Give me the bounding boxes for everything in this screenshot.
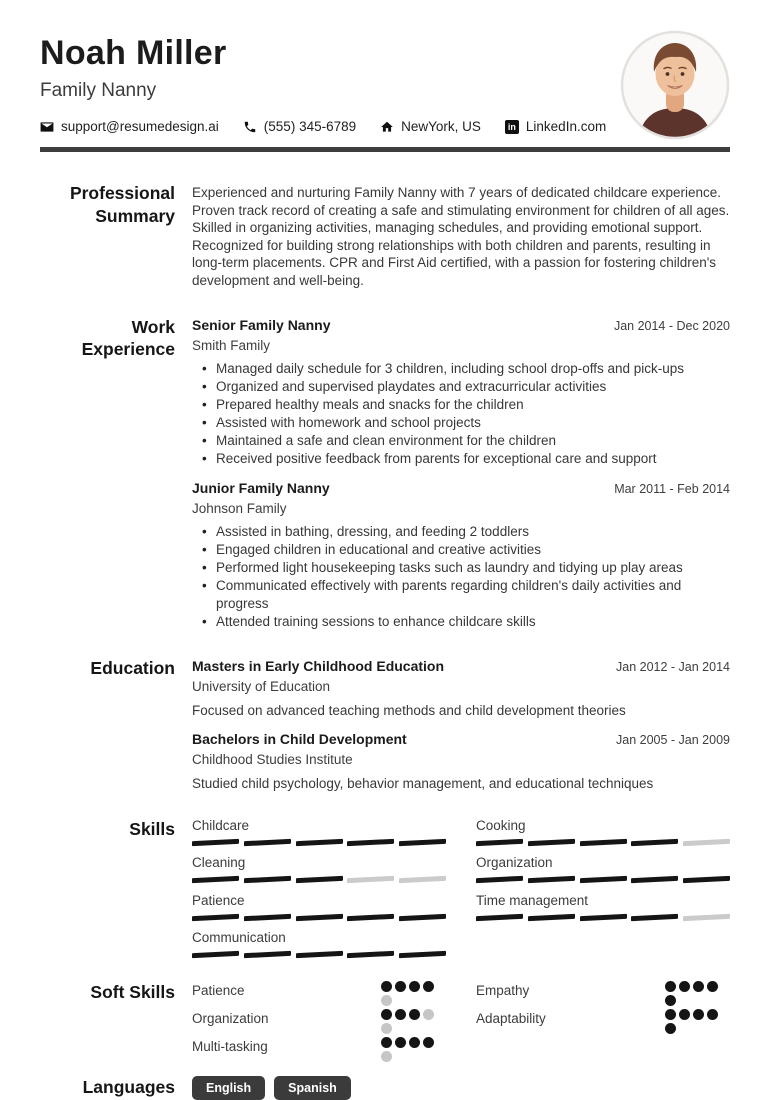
- avatar: [620, 30, 730, 140]
- skill-bar-segment: [192, 876, 239, 883]
- soft-skill-dot: [707, 1009, 718, 1020]
- section-languages: [40, 1076, 730, 1100]
- skill-level-bar: [192, 877, 446, 882]
- language-pill: Spanish: [274, 1076, 351, 1100]
- skill-bar-segment: [244, 838, 291, 845]
- degree-title: Bachelors in Child Development: [192, 730, 407, 747]
- bullet-item: • Engaged children in educational and creative activities: [192, 541, 730, 559]
- skill-bar-segment: [244, 951, 291, 958]
- soft-skill-dot: [409, 1009, 420, 1020]
- skill-item: [192, 818, 446, 845]
- soft-skill-row: [192, 1037, 446, 1062]
- job-entry: [192, 316, 730, 468]
- job-bullets: [192, 523, 730, 631]
- contact-text: LinkedIn.com: [525, 119, 607, 135]
- skill-item: [476, 818, 730, 845]
- job-head: [192, 316, 730, 334]
- bullet-item: • Performed light housekeeping tasks such as laundry and tidying up play areas: [192, 559, 730, 577]
- skill-bar-segment: [631, 913, 678, 920]
- soft-skills-grid: [192, 981, 730, 1062]
- skill-level-bar: [476, 877, 730, 882]
- header-text-block: [40, 28, 606, 134]
- job-company: Smith Family: [192, 337, 271, 353]
- contact-phone: [243, 119, 356, 134]
- degree-head: [192, 657, 730, 675]
- bullet-item: • Received positive feedback from parents for exceptional care and support: [192, 450, 730, 468]
- skill-item: [192, 930, 446, 957]
- soft-skill-dot: [693, 1009, 704, 1020]
- skill-bar-segment: [192, 838, 239, 845]
- resume-header: [40, 28, 730, 140]
- skill-bar-segment: [399, 876, 446, 883]
- skill-bar-segment: [347, 838, 394, 845]
- bullet-item: • Assisted with homework and school projects: [192, 414, 730, 432]
- soft-skill-dot: [423, 1009, 434, 1020]
- section-heading-education: Education: [90, 657, 175, 678]
- bullet-item: • Organized and supervised playdates and extracurricular activities: [192, 378, 730, 396]
- resume-body: [40, 182, 730, 1100]
- soft-skill-label: Empathy: [476, 982, 530, 998]
- skill-bar-segment: [683, 876, 730, 883]
- degree-description: Focused on advanced teaching methods and child development theories: [192, 702, 626, 718]
- summary-body: [192, 182, 730, 290]
- skill-label: Communication: [192, 930, 286, 946]
- soft-skill-label: Multi-tasking: [192, 1038, 268, 1054]
- soft-skill-dot: [665, 1023, 676, 1034]
- contact-row: [40, 119, 606, 134]
- section-heading-skills: Skills: [129, 818, 175, 839]
- skill-bar-segment: [631, 876, 678, 883]
- section-soft-skills: [40, 981, 730, 1062]
- section-heading-languages: Languages: [82, 1076, 175, 1097]
- skill-bar-segment: [580, 838, 627, 845]
- skill-bar-segment: [192, 951, 239, 958]
- contact-linkedin: [505, 119, 606, 134]
- soft-skills-column: [476, 981, 730, 1034]
- skills-column: [192, 818, 446, 957]
- bullet-item: • Attended training sessions to enhance childcare skills: [192, 613, 730, 631]
- contact-home: [380, 119, 481, 134]
- soft-skill-dot: [665, 1009, 676, 1020]
- skill-item: [476, 893, 730, 920]
- bullet-item: • Maintained a safe and clean environment for the children: [192, 432, 730, 450]
- language-pills: [192, 1076, 730, 1100]
- linkedin-icon: in: [505, 120, 519, 134]
- soft-skill-row: [192, 1009, 446, 1034]
- education-entry: [192, 730, 730, 792]
- skill-bar-segment: [683, 913, 730, 920]
- soft-skill-dots: [381, 1009, 434, 1034]
- skill-label: Organization: [476, 855, 553, 871]
- soft-skill-row: [476, 1009, 730, 1034]
- home-icon: [380, 120, 394, 134]
- profile-photo: [620, 30, 730, 140]
- skill-bar-segment: [399, 913, 446, 920]
- soft-skill-dot: [395, 1009, 406, 1020]
- degree-school: Childhood Studies Institute: [192, 751, 353, 767]
- degree-head: [192, 730, 730, 748]
- soft-skill-dot: [707, 981, 718, 992]
- skill-bar-segment: [399, 838, 446, 845]
- skills-grid: [192, 818, 730, 957]
- job-title: Junior Family Nanny: [192, 479, 330, 496]
- skill-item: [192, 855, 446, 882]
- section-summary: [40, 182, 730, 290]
- skill-bar-segment: [528, 876, 575, 883]
- skill-bar-segment: [347, 876, 394, 883]
- skill-level-bar: [192, 915, 446, 920]
- section-work-experience: [40, 316, 730, 631]
- skill-item: [476, 855, 730, 882]
- skill-bar-segment: [244, 876, 291, 883]
- soft-skill-label: Patience: [192, 982, 245, 998]
- section-skills: [40, 818, 730, 957]
- degree-dates: Jan 2012 - Jan 2014: [616, 659, 730, 674]
- skill-bar-segment: [296, 951, 343, 958]
- skill-level-bar: [476, 915, 730, 920]
- soft-skill-dot: [381, 1051, 392, 1062]
- email-icon: [40, 120, 54, 134]
- contact-text: support@resumedesign.ai: [61, 119, 219, 135]
- soft-skill-dots: [381, 981, 434, 1006]
- job-dates: Mar 2011 - Feb 2014: [614, 481, 730, 496]
- soft-skill-dots: [665, 981, 718, 1006]
- soft-skill-dot: [665, 995, 676, 1006]
- skill-bar-segment: [347, 951, 394, 958]
- soft-skill-dots: [665, 1009, 718, 1034]
- skill-bar-segment: [399, 951, 446, 958]
- skill-label: Patience: [192, 892, 245, 908]
- soft-skill-dots: [381, 1037, 434, 1062]
- soft-skill-dot: [395, 1037, 406, 1048]
- skill-bar-segment: [192, 913, 239, 920]
- skill-bar-segment: [476, 913, 523, 920]
- degree-description: Studied child psychology, behavior management, and educational techniques: [192, 775, 654, 791]
- soft-skill-row: [476, 981, 730, 1006]
- soft-skill-dot: [409, 981, 420, 992]
- skill-bar-segment: [683, 838, 730, 845]
- skill-label: Childcare: [192, 817, 250, 833]
- bullet-item: • Communicated effectively with parents regarding children's daily activities and progress: [192, 577, 730, 613]
- job-title: Senior Family Nanny: [192, 316, 331, 333]
- section-heading-soft-skills: Soft Skills: [90, 981, 175, 1002]
- soft-skill-dot: [381, 1037, 392, 1048]
- work-entries: [192, 316, 730, 631]
- skill-bar-segment: [296, 838, 343, 845]
- language-pill: English: [192, 1076, 265, 1100]
- soft-skill-dot: [395, 981, 406, 992]
- bullet-item: • Assisted in bathing, dressing, and feeding 2 toddlers: [192, 523, 730, 541]
- skill-bar-segment: [476, 876, 523, 883]
- soft-skill-dot: [381, 995, 392, 1006]
- skill-bar-segment: [296, 913, 343, 920]
- person-job-title: Family Nanny: [40, 80, 157, 102]
- soft-skill-dot: [423, 981, 434, 992]
- skill-level-bar: [476, 840, 730, 845]
- section-heading-summary: Professional Summary: [69, 183, 175, 226]
- header-divider: [40, 147, 730, 152]
- degree-title: Masters in Early Childhood Education: [192, 657, 445, 674]
- soft-skill-dot: [679, 1009, 690, 1020]
- skill-bar-segment: [476, 838, 523, 845]
- job-dates: Jan 2014 - Dec 2020: [613, 318, 730, 333]
- job-company: Johnson Family: [192, 500, 287, 516]
- person-name: Noah Miller: [40, 34, 227, 72]
- soft-skill-label: Organization: [192, 1010, 269, 1026]
- degree-dates: Jan 2005 - Jan 2009: [616, 732, 730, 747]
- skill-level-bar: [192, 952, 446, 957]
- soft-skill-row: [192, 981, 446, 1006]
- soft-skill-dot: [381, 981, 392, 992]
- soft-skill-dot: [665, 981, 676, 992]
- job-head: [192, 479, 730, 497]
- skill-bar-segment: [528, 838, 575, 845]
- bullet-item: • Managed daily schedule for 3 children, including school drop-offs and pick-ups: [192, 360, 730, 378]
- degree-school: University of Education: [192, 678, 331, 694]
- soft-skill-dot: [409, 1037, 420, 1048]
- bullet-item: • Prepared healthy meals and snacks for the children: [192, 396, 730, 414]
- soft-skill-dot: [679, 981, 690, 992]
- soft-skill-dot: [423, 1037, 434, 1048]
- contact-text: (555) 345-6789: [263, 119, 357, 135]
- soft-skills-column: [192, 981, 446, 1062]
- contact-text: NewYork, US: [401, 119, 481, 135]
- job-entry: [192, 479, 730, 631]
- contact-email: [40, 119, 219, 134]
- soft-skill-label: Adaptability: [476, 1010, 546, 1026]
- skill-bar-segment: [528, 913, 575, 920]
- skill-bar-segment: [580, 876, 627, 883]
- job-bullets: [192, 360, 730, 468]
- skill-label: Time management: [476, 892, 589, 908]
- skill-label: Cooking: [476, 817, 526, 833]
- skills-column: [476, 818, 730, 920]
- skill-bar-segment: [631, 838, 678, 845]
- phone-icon: [243, 120, 257, 134]
- summary-text: Experienced and nurturing Family Nanny with 7 years of dedicated childcare experience. Proven track record of creating a safe and stimulating environment for children of all ages. Skilled in organizing activities, managing schedules, and providing emotional support. Recognized for building strong relationships with both children and parents, resulting in long-term placements. CPR and First Aid certified, with a passion for fostering children's development and well-being.: [192, 185, 730, 288]
- skill-bar-segment: [244, 913, 291, 920]
- skill-bar-segment: [580, 913, 627, 920]
- skill-bar-segment: [296, 876, 343, 883]
- section-education: [40, 657, 730, 792]
- skill-level-bar: [192, 840, 446, 845]
- soft-skill-dot: [381, 1023, 392, 1034]
- soft-skill-dot: [381, 1009, 392, 1020]
- education-entry: [192, 657, 730, 719]
- section-heading-work: Work Experience: [81, 316, 175, 360]
- soft-skill-dot: [693, 981, 704, 992]
- skill-label: Cleaning: [192, 855, 246, 871]
- education-entries: [192, 657, 730, 792]
- skill-bar-segment: [347, 913, 394, 920]
- skill-item: [192, 893, 446, 920]
